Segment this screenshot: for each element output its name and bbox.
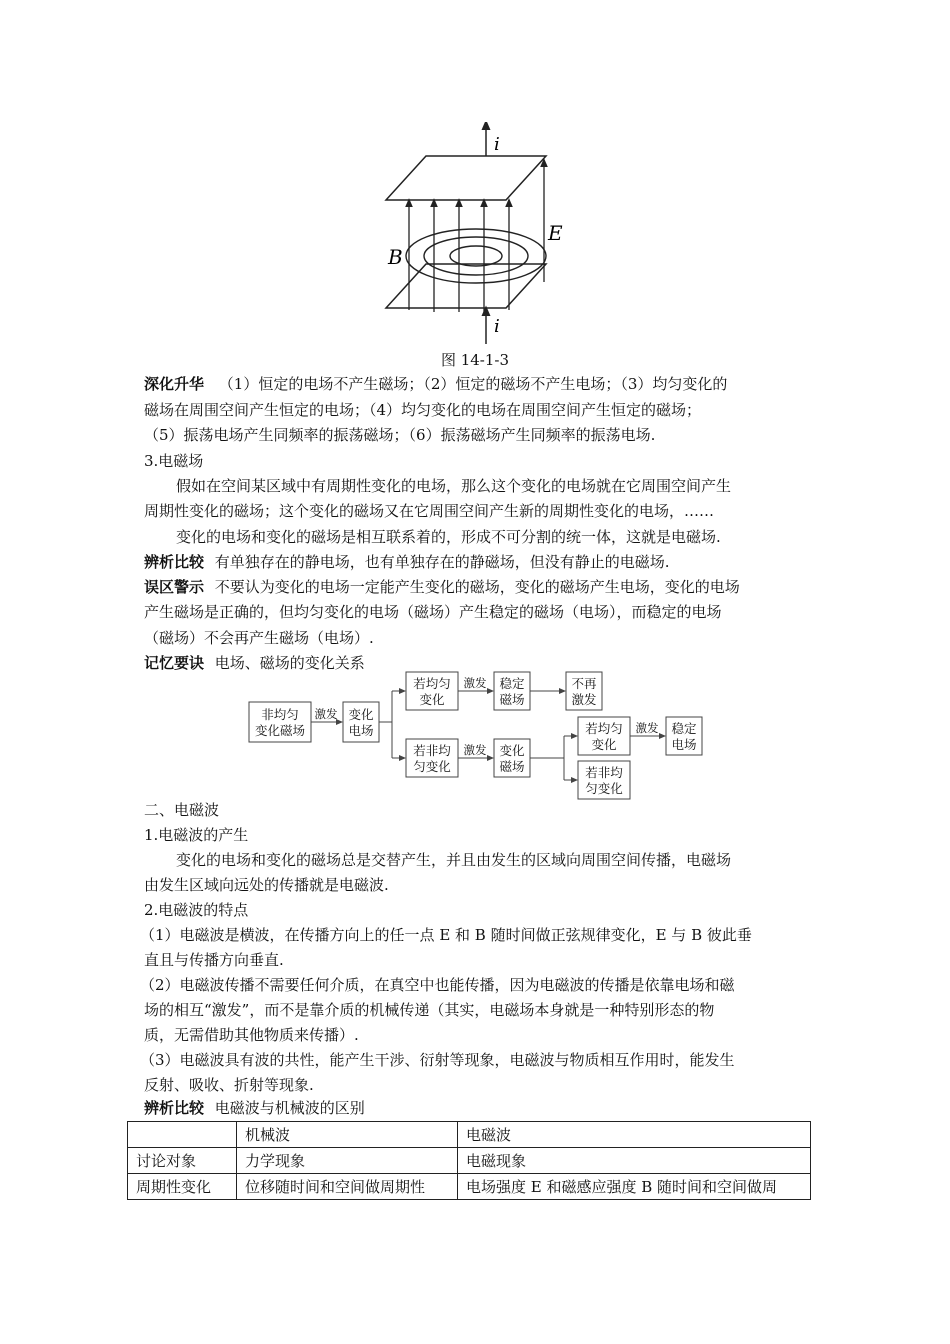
part2-p1-1: （1）电磁波是横波，在传播方向上的任一点 E 和 B 随时间做正弦规律变化，E 与 B 彼此垂 <box>140 926 752 944</box>
top-plate <box>386 156 546 200</box>
table-row: 周期性变化 位移随时间和空间做周期性 电场强度 E 和磁感应强度 B 随时间和空间做周 <box>128 1174 811 1200</box>
svg-text:激发: 激发 <box>463 676 487 690</box>
part2-p2-3: 质，无需借助其他物质来传播）. <box>144 1026 359 1044</box>
svg-text:若均匀: 若均匀 <box>585 721 623 736</box>
compare1: 辨析比较 有单独存在的静电场，也有单独存在的静磁场，但没有静止的电磁场. <box>144 553 670 571</box>
deepen-tag: 深化升华 <box>144 375 205 393</box>
table-row: 讨论对象 力学现象 电磁现象 <box>128 1148 811 1174</box>
svg-text:变化磁场: 变化磁场 <box>254 723 306 738</box>
part2-sub2: 2.电磁波的特点 <box>144 901 249 919</box>
svg-text:匀变化: 匀变化 <box>585 781 623 796</box>
memory-tag: 记忆要诀 <box>144 654 205 672</box>
svg-text:若非均: 若非均 <box>413 743 451 758</box>
comparison-table <box>127 1121 811 1200</box>
misconception-line-1: 误区警示 不要认为变化的电场一定能产生变化的磁场，变化的磁场产生电场，变化的电场 <box>144 578 740 596</box>
label-i-bottom: i <box>494 316 500 337</box>
section3-para1-line1: 假如在空间某区域中有周期性变化的电场，那么这个变化的电场就在它周围空间产生 <box>176 477 732 495</box>
part2-sub1-text-1: 变化的电场和变化的磁场总是交替产生，并且由发生的区域向周围空间传播，电磁场 <box>176 851 732 869</box>
part2-p3-1: （3）电磁波具有波的共性，能产生干涉、衍射等现象，电磁波与物质相互作用时，能发生 <box>140 1051 735 1069</box>
compare2-tag: 辨析比较 <box>144 1099 205 1117</box>
section3-para2: 变化的电场和变化的磁场是相互联系着的，形成不可分割的统一体，这就是电磁场. <box>176 528 721 546</box>
svg-text:变化: 变化 <box>348 707 374 722</box>
part2-p2-2: 场的相互“激发”，而不是靠介质的机械传递（其实，电磁场本身就是一种特别形态的物 <box>144 1001 715 1019</box>
section3-heading: 3.电磁场 <box>144 452 204 470</box>
section3-para1-line2: 周期性变化的磁场；这个变化的磁场又在它周围空间产生新的周期性变化的电场，…… <box>144 502 715 520</box>
part2-p2-1: （2）电磁波传播不需要任何介质，在真空中也能传播，因为电磁波的传播是依靠电场和磁 <box>140 976 735 994</box>
misconception-line-3: （磁场）不会再产生磁场（电场）. <box>144 629 374 647</box>
label-B: B <box>388 245 403 269</box>
svg-text:激发: 激发 <box>571 692 597 707</box>
svg-text:若非均: 若非均 <box>585 765 623 780</box>
part2-heading: 二、电磁波 <box>144 801 220 819</box>
memory: 记忆要诀 电场、磁场的变化关系 <box>144 654 365 672</box>
part2-sub1: 1.电磁波的产生 <box>144 826 249 844</box>
svg-text:激发: 激发 <box>314 707 338 721</box>
svg-text:激发: 激发 <box>463 743 487 757</box>
misconception-tag: 误区警示 <box>144 578 205 596</box>
deepen-line-3: （5）振荡电场产生同频率的振荡磁场；（6）振荡磁场产生同频率的振荡电场. <box>144 426 656 444</box>
misconception-line-2: 产生磁场是正确的，但均匀变化的电场（磁场）产生稳定的磁场（电场），而稳定的电场 <box>144 603 722 621</box>
table-header-row: 机械波 电磁波 <box>128 1122 811 1148</box>
part2-p3-2: 反射、吸收、折射等现象. <box>144 1076 314 1094</box>
svg-text:磁场: 磁场 <box>499 692 525 707</box>
svg-text:变化: 变化 <box>499 743 525 758</box>
part2-p1-2: 直且与传播方向垂直. <box>144 951 284 969</box>
figure-caption: 图 14-1-3 <box>440 351 510 369</box>
compare1-tag: 辨析比较 <box>144 553 205 571</box>
svg-text:激发: 激发 <box>635 721 659 735</box>
compare2: 辨析比较 电磁波与机械波的区别 <box>144 1099 365 1117</box>
svg-text:非均匀: 非均匀 <box>261 707 299 722</box>
label-E: E <box>548 221 563 245</box>
svg-text:匀变化: 匀变化 <box>413 759 451 774</box>
figure-capacitor-field <box>376 122 576 344</box>
svg-text:变化: 变化 <box>419 692 445 707</box>
svg-text:稳定: 稳定 <box>499 676 525 691</box>
svg-text:磁场: 磁场 <box>499 759 525 774</box>
part2-sub1-text-2: 由发生区域向远处的传播就是电磁波. <box>144 876 389 894</box>
svg-text:不再: 不再 <box>571 676 597 691</box>
svg-text:稳定: 稳定 <box>671 721 697 736</box>
deepen-line-2: 磁场在周围空间产生恒定的电场；（4）均匀变化的电场在周围空间产生恒定的磁场； <box>144 401 702 419</box>
flowchart <box>246 668 706 800</box>
svg-text:电场: 电场 <box>348 723 374 738</box>
deepen-line-1: 深化升华 （1）恒定的电场不产生磁场；（2）恒定的磁场不产生电场；（3）均匀变化的 <box>144 375 728 393</box>
svg-text:变化: 变化 <box>591 737 617 752</box>
svg-text:若均匀: 若均匀 <box>413 676 451 691</box>
label-i-top: i <box>494 134 500 155</box>
svg-text:电场: 电场 <box>671 737 697 752</box>
bottom-plate <box>386 264 546 308</box>
b-field-loops <box>406 229 546 283</box>
